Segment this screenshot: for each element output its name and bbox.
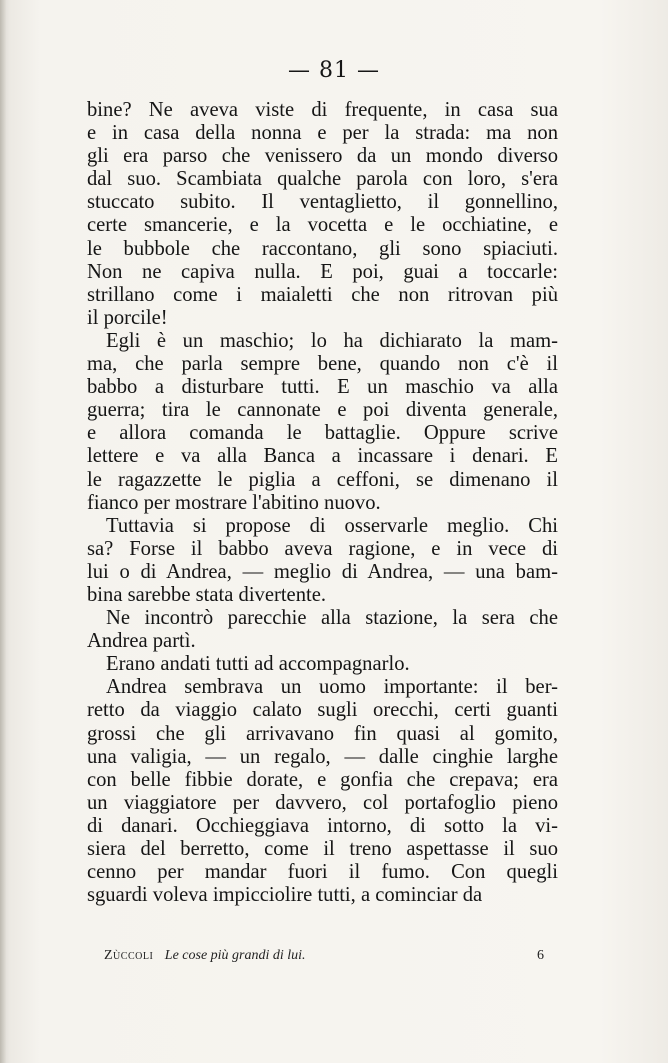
paragraph [87,515,558,607]
text-line: dal suo. Scambiata qualche parola con loro, s'era [87,168,558,191]
text-line: siera del berretto, come il treno aspettasse il suo [87,838,558,860]
page-number: — 81 — [288,58,380,83]
paragraph [87,607,558,653]
text-line: Erano andati tutti ad accompagnarlo. [106,653,410,676]
text-line: ma, che parla sempre bene, quando non c'è il [87,353,558,376]
text-line: una valigia, — un regalo, — dalle cinghie larghe [87,745,558,768]
text-line: lui o di Andrea, — meglio di Andrea, — una bam- [87,560,558,583]
footer-author: Zùccoli [104,948,154,963]
text-line: le bubbole che raccontano, gli sono spiaciuti. [87,237,558,260]
footer-signature-mark: 6 [537,948,544,963]
text-line: babbo a disturbare tutti. E un maschio va alla [87,376,558,399]
text-line: retto da viaggio calato sugli orecchi, certi guanti [87,699,558,722]
text-line: e allora comanda le battaglie. Oppure scrive [87,422,558,445]
paragraph [87,99,558,330]
text-line: grossi che gli arrivavano fin quasi al gomito, [87,722,558,745]
text-line: stuccato subito. Il ventaglietto, il gonnellino, [87,191,558,214]
paragraph [87,676,558,907]
text-line: gli era parso che venissero da un mondo diverso [87,145,558,168]
text-line: di danari. Occhieggiava intorno, di sotto la vi- [87,814,558,837]
footer-book-title: Le cose più grandi di lui. [164,948,306,963]
text-line: bine? Ne aveva viste di frequente, in casa sua [87,99,558,121]
text-line: guerra; tira le cannonate e poi diventa generale, [87,399,558,422]
text-line: Andrea partì. [87,630,196,653]
paragraph [87,653,558,676]
text-line: strillano come i maialetti che non ritrovan più [87,283,558,306]
text-line: con belle fibbie dorate, e gonfia che crepava; era [87,768,558,791]
text-line: lettere e va alla Banca a incassare i denari. E [87,445,558,468]
text-line: sguardi voleva impicciolire tutti, a cominciar da [87,884,483,907]
page-footer [104,948,544,964]
text-line: Ne incontrò parecchie alla stazione, la sera che [106,607,558,630]
body-text [87,99,558,907]
text-line: cenno per mandar fuori il fumo. Con quegli [87,861,558,884]
text-line: Andrea sembrava un uomo importante: il ber- [106,676,558,699]
text-line: il porcile! [87,306,168,329]
text-line: Egli è un maschio; lo ha dichiarato la mam- [106,329,558,352]
text-line: fianco per mostrare l'abitino nuovo. [87,491,381,514]
text-line: un viaggiatore per davvero, col portafoglio pieno [87,791,558,814]
text-line: bina sarebbe stata divertente. [87,583,327,606]
paragraph [87,330,558,515]
page-spine-shadow [0,0,6,1063]
text-line: sa? Forse il babbo aveva ragione, e in vece di [87,537,558,560]
text-line: e in casa della nonna e per la strada: ma non [87,122,558,145]
text-line: Tuttavia si propose di osservarle meglio. Chi [106,514,558,537]
text-line: le ragazzette le piglia a ceffoni, se dimenano il [87,468,558,491]
text-line: certe smancerie, e la vocetta e le occhiatine, e [87,214,558,237]
text-line: Non ne capiva nulla. E poi, guai a toccarle: [87,260,558,283]
